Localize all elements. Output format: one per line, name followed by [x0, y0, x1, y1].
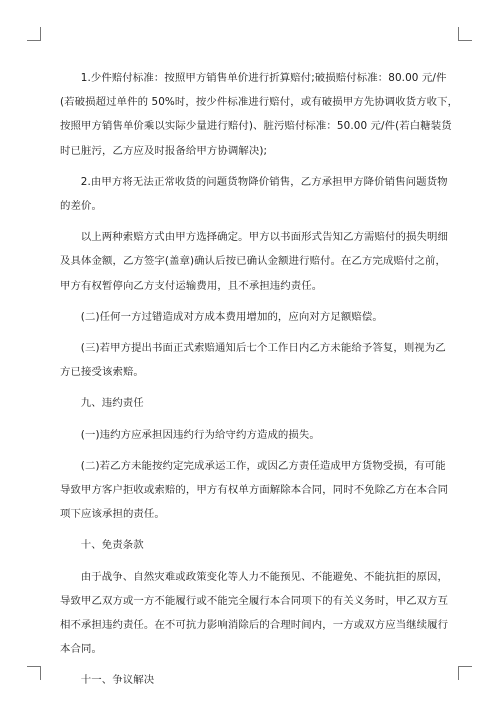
crop-mark-top-left [27, 27, 41, 41]
heading-text: 九、违约责任 [80, 397, 144, 410]
paragraph-claim-method [60, 225, 450, 298]
crop-mark-top-right [458, 27, 472, 41]
text-line: (三)若甲方提出书面正式索赔通知后七个工作日内乙方未能给予答复，则视为乙 [80, 342, 446, 355]
heading-text: 十、免责条款 [80, 539, 144, 552]
text-line: (二)任何一方过错造成对方成本费用增加的，应向对方足额赔偿。 [80, 310, 383, 323]
text-line: 甲方有权暂停向乙方支付运输费用，且不承担违约责任。 [60, 279, 323, 292]
text-line: 相不承担违约责任。在不可抗力影响消除后的合理时间内，一方或双方应当继续履行 [60, 619, 449, 632]
text-line: 时已脏污，乙方应及时报备给甲方协调解决); [60, 144, 268, 157]
text-line: 的差价。 [60, 200, 102, 213]
paragraph-force-majeure [60, 565, 450, 662]
paragraph-shortage-damage-standard [60, 66, 459, 163]
paragraph-claim-deadline [60, 336, 450, 384]
text-line: 导致甲乙双方或一方不能履行或不能完全履行本合同项下的有关义务时，甲乙双方互 [60, 594, 449, 607]
crop-mark-bottom-right [458, 666, 472, 680]
paragraph-cost-increase [60, 305, 450, 329]
paragraph-termination [60, 454, 450, 527]
text-line: (若破损超过单件的 50%时，按少件标准进行赔付，或有破损甲方先协调收货方收下， [60, 96, 459, 109]
text-line: 本合同。 [60, 643, 102, 656]
section-heading-dispute [60, 668, 450, 692]
text-line: 导致甲方客户拒收或索赔的，甲方有权单方面解除本合同，同时不免除乙方在本合同 [60, 484, 449, 497]
paragraph-price-reduction [60, 170, 450, 218]
section-heading-breach [60, 391, 450, 415]
text-line: 由于战争、自然灾难或政策变化等人力不能预见、不能避免、不能抗拒的原因， [80, 570, 448, 583]
text-line: 2.由甲方将无法正常收货的问题货物降价销售，乙方承担甲方降价销售问题货物 [80, 175, 448, 188]
crop-mark-bottom-left [27, 666, 41, 680]
text-line: (一)违约方应承担因违约行为给守约方造成的损失。 [80, 428, 320, 441]
text-line: 方已接受该索赔。 [60, 366, 144, 379]
document-body [60, 66, 459, 700]
section-heading-exemption [60, 533, 450, 557]
text-line: (二)若乙方未能按约定完成承运工作，或因乙方责任造成甲方货物受损，有可能 [80, 459, 446, 472]
text-line: 1.少件赔付标准：按照甲方销售单价进行折算赔付;破损赔付标准：80.00 元/件 [80, 72, 447, 84]
text-line: 以上两种索赔方式由甲方选择确定。甲方以书面形式告知乙方需赔付的损失明细 [80, 231, 448, 244]
text-line: 项下应该承担的责任。 [60, 508, 165, 521]
heading-text: 十一、争议解决 [80, 674, 155, 687]
paragraph-breach-loss [60, 423, 450, 447]
text-line: 及具体金额，乙方签字(盖章)确认后按已确认金额进行赔付。在乙方完成赔付之前， [60, 255, 446, 268]
text-line: 按照甲方销售单价乘以实际少量进行赔付)、脏污赔付标准：50.00 元/件(若白糖装货 [60, 120, 452, 133]
